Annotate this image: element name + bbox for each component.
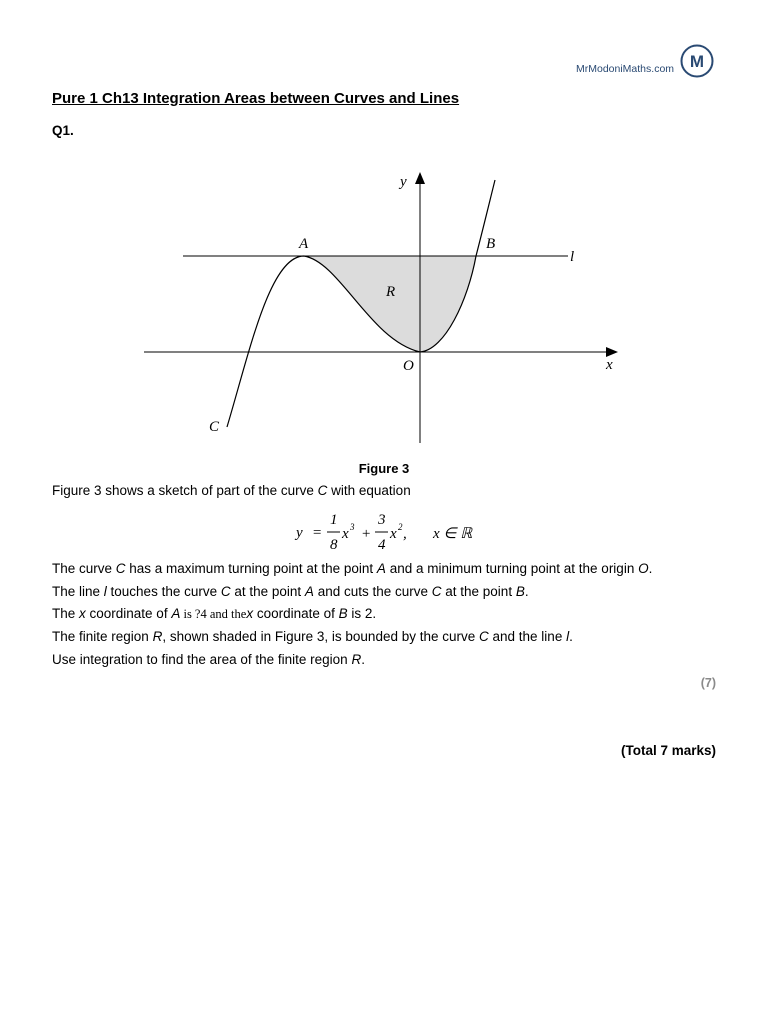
svg-text:3: 3 — [378, 512, 386, 528]
region-r-label: R — [386, 284, 396, 300]
svg-text:x ∈ ℝ: x ∈ ℝ — [433, 526, 473, 542]
figure-3-sketch — [140, 165, 630, 450]
text-line-2: The line l touches the curve C at the point A and cuts the curve C at the point B. — [52, 584, 529, 599]
svg-text:=: = — [312, 525, 323, 541]
text-line-1: The curve C has a maximum turning point at the point A and a minimum turning point at the origin O. — [52, 561, 653, 576]
svg-text:y: y — [296, 525, 303, 541]
curve-c-label: C — [209, 419, 220, 435]
question-number: Q1. — [52, 123, 74, 138]
svg-text:4: 4 — [378, 537, 386, 553]
curve-equation — [290, 508, 490, 554]
brand-logo-letters: M — [689, 52, 705, 71]
x-axis-label: x — [606, 357, 613, 373]
svg-text:1: 1 — [330, 512, 338, 528]
intro-text: Figure 3 shows a sketch of part of the curve C with equation — [52, 483, 411, 498]
line-l-label: l — [570, 249, 575, 265]
text-line-3: The x coordinate of A is ?4 and thex coordinate of B is 2. — [52, 606, 377, 621]
page-title: Pure 1 Ch13 Integration Areas between Curves and Lines — [52, 90, 460, 107]
question-marks: (7) — [700, 676, 716, 690]
brand-header — [576, 44, 716, 80]
point-b-label: B — [486, 236, 496, 252]
y-axis-label: y — [400, 174, 407, 190]
svg-text:2: 2 — [398, 522, 403, 532]
y-axis-arrow-icon — [415, 172, 425, 184]
x-axis-arrow-icon — [606, 347, 618, 357]
text-line-4: The finite region R, shown shaded in Figure 3, is bounded by the curve C and the line l. — [52, 629, 573, 644]
origin-label: O — [403, 358, 414, 374]
svg-text:8: 8 — [330, 537, 338, 553]
point-a-label: A — [299, 236, 309, 252]
svg-text:x: x — [390, 526, 397, 542]
text-line-5: Use integration to find the area of the finite region R. — [52, 652, 365, 667]
total-marks: (Total 7 marks) — [620, 743, 716, 758]
brand-name: MrModoniMaths.com — [576, 63, 675, 75]
figure-caption: Figure 3 — [358, 461, 410, 476]
brand-logo-icon — [680, 44, 714, 78]
svg-text:,: , — [403, 526, 407, 542]
svg-text:3: 3 — [350, 522, 355, 532]
svg-text:x: x — [342, 526, 349, 542]
svg-text:+: + — [361, 526, 372, 542]
shaded-region-r — [304, 256, 476, 352]
